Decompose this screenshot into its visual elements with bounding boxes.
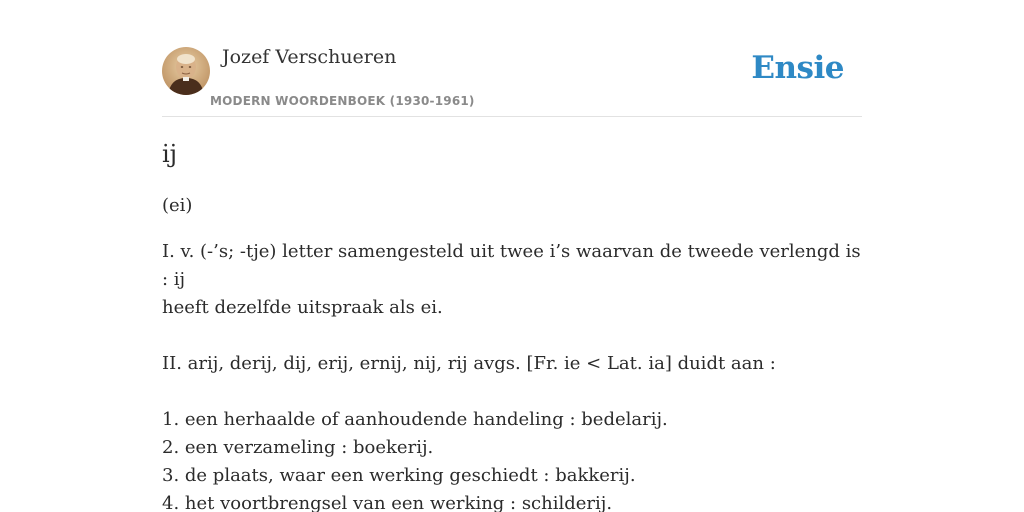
definition-1-line: heeft dezelfde uitspraak als ei. xyxy=(162,297,443,318)
dictionary-entry xyxy=(162,136,862,512)
portrait-photo-icon xyxy=(162,47,210,95)
meanings-list xyxy=(162,406,862,512)
meaning-item: 4. het voortbrengsel van een werking : schilderij. xyxy=(162,493,613,512)
entry-term: ij xyxy=(162,140,178,168)
brand-logo[interactable]: Ensie xyxy=(751,50,844,86)
definition-2: II. arij, derij, dij, erij, ernij, nij, rij avgs. [Fr. ie < Lat. ia] duidt aan : xyxy=(162,353,776,374)
meaning-item: 1. een herhaalde of aanhoudende handeling : bedelarij. xyxy=(162,409,668,430)
definition-1-line: I. v. (-’s; -tje) letter samengesteld uit twee i’s waarvan de tweede verlengd is : ij xyxy=(162,241,861,290)
meaning-item: 3. de plaats, waar een werking geschiedt : bakkerij. xyxy=(162,465,636,486)
entry-variant: (ei) xyxy=(162,195,193,216)
author-name[interactable]: Jozef Verschueren xyxy=(222,46,397,68)
page-header xyxy=(162,44,862,117)
meaning-item: 2. een verzameling : boekerij. xyxy=(162,437,434,458)
definition-1 xyxy=(162,238,862,322)
source-title[interactable]: MODERN WOORDENBOEK (1930-1961) xyxy=(210,94,475,108)
author-avatar[interactable] xyxy=(162,47,210,95)
